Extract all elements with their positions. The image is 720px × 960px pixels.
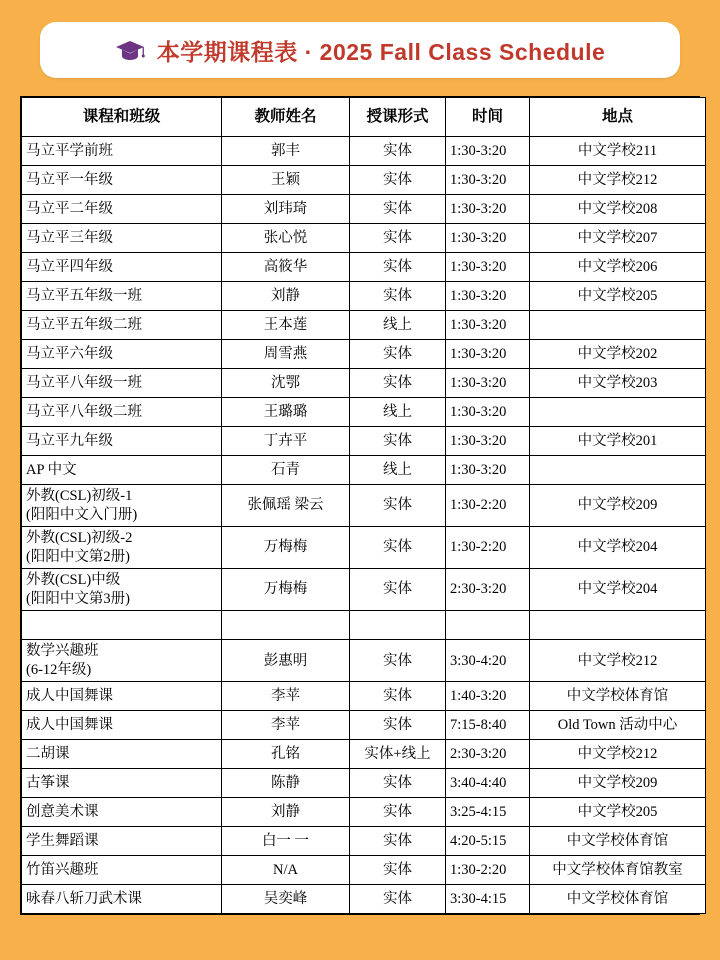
cell-time: 1:40-3:20 <box>446 682 530 711</box>
cell-teacher: 王本莲 <box>222 311 350 340</box>
cell-format: 实体 <box>350 224 446 253</box>
cell-room: 中文学校212 <box>530 640 706 682</box>
graduation-cap-icon <box>115 39 145 63</box>
cell-teacher: 刘静 <box>222 798 350 827</box>
cell-teacher <box>222 611 350 640</box>
cell-room <box>530 311 706 340</box>
table-row <box>22 195 706 224</box>
cell-course: 马立平八年级一班 <box>22 369 222 398</box>
cell-room: 中文学校体育馆教室 <box>530 856 706 885</box>
cell-format: 线上 <box>350 398 446 427</box>
table-header-row <box>22 98 706 137</box>
table-row <box>22 311 706 340</box>
cell-course: AP 中文 <box>22 456 222 485</box>
cell-course: 学生舞蹈课 <box>22 827 222 856</box>
cell-teacher: 郭丰 <box>222 137 350 166</box>
cell-time: 1:30-3:20 <box>446 427 530 456</box>
table-row <box>22 456 706 485</box>
cell-course: 马立平学前班 <box>22 137 222 166</box>
cell-time: 1:30-2:20 <box>446 485 530 527</box>
cell-format: 实体 <box>350 640 446 682</box>
cell-room: 中文学校209 <box>530 485 706 527</box>
cell-room: 中文学校209 <box>530 769 706 798</box>
cell-time: 1:30-3:20 <box>446 398 530 427</box>
cell-room: 中文学校204 <box>530 527 706 569</box>
cell-time: 2:30-3:20 <box>446 569 530 611</box>
table-row <box>22 569 706 611</box>
cell-format: 线上 <box>350 456 446 485</box>
table-row <box>22 427 706 456</box>
cell-time: 1:30-3:20 <box>446 195 530 224</box>
table-row <box>22 253 706 282</box>
cell-time: 1:30-3:20 <box>446 311 530 340</box>
table-row <box>22 527 706 569</box>
cell-format: 实体 <box>350 682 446 711</box>
cell-course: 马立平二年级 <box>22 195 222 224</box>
cell-time: 1:30-3:20 <box>446 137 530 166</box>
cell-teacher: 石青 <box>222 456 350 485</box>
cell-time <box>446 611 530 640</box>
cell-teacher: 吴奕峰 <box>222 885 350 914</box>
page-title: 本学期课程表 · 2025 Fall Class Schedule <box>156 38 606 65</box>
cell-time: 1:30-3:20 <box>446 166 530 195</box>
cell-time: 3:30-4:20 <box>446 640 530 682</box>
cell-room: 中文学校205 <box>530 282 706 311</box>
col-header-time: 时间 <box>446 98 530 137</box>
cell-teacher: 李苹 <box>222 711 350 740</box>
table-row <box>22 640 706 682</box>
cell-teacher: 陈静 <box>222 769 350 798</box>
cell-format: 实体 <box>350 569 446 611</box>
cell-format: 实体 <box>350 369 446 398</box>
cell-teacher: 周雪燕 <box>222 340 350 369</box>
cell-format: 实体 <box>350 711 446 740</box>
cell-room: 中文学校206 <box>530 253 706 282</box>
cell-format: 实体 <box>350 340 446 369</box>
cell-teacher: 万梅梅 <box>222 527 350 569</box>
cell-course: 马立平八年级二班 <box>22 398 222 427</box>
cell-format: 实体 <box>350 769 446 798</box>
table-row <box>22 485 706 527</box>
cell-time: 1:30-3:20 <box>446 224 530 253</box>
cell-room <box>530 398 706 427</box>
cell-teacher: 王颖 <box>222 166 350 195</box>
cell-course: 数学兴趣班 (6-12年级) <box>22 640 222 682</box>
cell-room: 中文学校211 <box>530 137 706 166</box>
table-row <box>22 856 706 885</box>
title-card <box>40 22 680 78</box>
cell-time: 2:30-3:20 <box>446 740 530 769</box>
table-row <box>22 166 706 195</box>
cell-course: 竹笛兴趣班 <box>22 856 222 885</box>
table-row <box>22 398 706 427</box>
cell-room: 中文学校208 <box>530 195 706 224</box>
cell-format: 实体 <box>350 827 446 856</box>
cell-format: 实体 <box>350 166 446 195</box>
table-row <box>22 137 706 166</box>
cell-time: 3:25-4:15 <box>446 798 530 827</box>
cell-time: 1:30-2:20 <box>446 527 530 569</box>
cell-room: 中文学校207 <box>530 224 706 253</box>
table-row <box>22 611 706 640</box>
cell-course: 马立平五年级一班 <box>22 282 222 311</box>
cell-format: 线上 <box>350 311 446 340</box>
cell-format: 实体 <box>350 885 446 914</box>
cell-room: 中文学校205 <box>530 798 706 827</box>
cell-format <box>350 611 446 640</box>
cell-room: 中文学校212 <box>530 166 706 195</box>
cell-format: 实体 <box>350 282 446 311</box>
col-header-course: 课程和班级 <box>22 98 222 137</box>
cell-room <box>530 456 706 485</box>
table-row <box>22 682 706 711</box>
cell-course: 外教(CSL)初级-2 (阳阳中文第2册) <box>22 527 222 569</box>
cell-time: 1:30-3:20 <box>446 340 530 369</box>
cell-time: 1:30-3:20 <box>446 253 530 282</box>
table-row <box>22 740 706 769</box>
cell-time: 3:40-4:40 <box>446 769 530 798</box>
cell-room: 中文学校体育馆 <box>530 827 706 856</box>
cell-teacher: 丁卉平 <box>222 427 350 456</box>
cell-room: Old Town 活动中心 <box>530 711 706 740</box>
cell-room: 中文学校212 <box>530 740 706 769</box>
cell-teacher: 白一 一 <box>222 827 350 856</box>
cell-format: 实体 <box>350 137 446 166</box>
cell-teacher: 刘玮琦 <box>222 195 350 224</box>
col-header-room: 地点 <box>530 98 706 137</box>
table-row <box>22 798 706 827</box>
cell-course: 马立平五年级二班 <box>22 311 222 340</box>
cell-course: 外教(CSL)初级-1 (阳阳中文入门册) <box>22 485 222 527</box>
cell-course: 马立平一年级 <box>22 166 222 195</box>
schedule-table-wrap <box>20 96 700 915</box>
table-row <box>22 885 706 914</box>
cell-teacher: 彭惠明 <box>222 640 350 682</box>
schedule-table <box>21 97 706 914</box>
cell-course: 成人中国舞课 <box>22 682 222 711</box>
cell-teacher: N/A <box>222 856 350 885</box>
cell-format: 实体 <box>350 427 446 456</box>
cell-time: 1:30-3:20 <box>446 369 530 398</box>
cell-course: 马立平三年级 <box>22 224 222 253</box>
cell-time: 3:30-4:15 <box>446 885 530 914</box>
cell-format: 实体+线上 <box>350 740 446 769</box>
cell-room: 中文学校体育馆 <box>530 885 706 914</box>
cell-room <box>530 611 706 640</box>
cell-room: 中文学校202 <box>530 340 706 369</box>
cell-course: 成人中国舞课 <box>22 711 222 740</box>
cell-format: 实体 <box>350 856 446 885</box>
cell-course: 马立平六年级 <box>22 340 222 369</box>
cell-course: 马立平九年级 <box>22 427 222 456</box>
cell-format: 实体 <box>350 527 446 569</box>
cell-course: 创意美术课 <box>22 798 222 827</box>
cell-teacher: 刘静 <box>222 282 350 311</box>
cell-course: 二胡课 <box>22 740 222 769</box>
cell-course: 咏春八斩刀武术课 <box>22 885 222 914</box>
table-row <box>22 711 706 740</box>
cell-time: 1:30-2:20 <box>446 856 530 885</box>
cell-teacher: 高筱华 <box>222 253 350 282</box>
table-row <box>22 340 706 369</box>
cell-teacher: 王璐璐 <box>222 398 350 427</box>
cell-room: 中文学校204 <box>530 569 706 611</box>
cell-time: 1:30-3:20 <box>446 456 530 485</box>
cell-teacher: 李苹 <box>222 682 350 711</box>
cell-format: 实体 <box>350 485 446 527</box>
table-row <box>22 769 706 798</box>
cell-teacher: 沈鄂 <box>222 369 350 398</box>
cell-room: 中文学校体育馆 <box>530 682 706 711</box>
col-header-format: 授课形式 <box>350 98 446 137</box>
cell-time: 1:30-3:20 <box>446 282 530 311</box>
schedule-body <box>22 137 706 914</box>
cell-course: 外教(CSL)中级 (阳阳中文第3册) <box>22 569 222 611</box>
cell-teacher: 万梅梅 <box>222 569 350 611</box>
cell-course: 马立平四年级 <box>22 253 222 282</box>
cell-format: 实体 <box>350 195 446 224</box>
col-header-teacher: 教师姓名 <box>222 98 350 137</box>
table-row <box>22 282 706 311</box>
cell-room: 中文学校203 <box>530 369 706 398</box>
cell-time: 7:15-8:40 <box>446 711 530 740</box>
cell-teacher: 孔铭 <box>222 740 350 769</box>
table-row <box>22 224 706 253</box>
cell-course: 古筝课 <box>22 769 222 798</box>
cell-format: 实体 <box>350 798 446 827</box>
cell-time: 4:20-5:15 <box>446 827 530 856</box>
cell-course <box>22 611 222 640</box>
cell-room: 中文学校201 <box>530 427 706 456</box>
cell-format: 实体 <box>350 253 446 282</box>
table-row <box>22 369 706 398</box>
cell-teacher: 张佩瑶 梁云 <box>222 485 350 527</box>
table-row <box>22 827 706 856</box>
cell-teacher: 张心悦 <box>222 224 350 253</box>
